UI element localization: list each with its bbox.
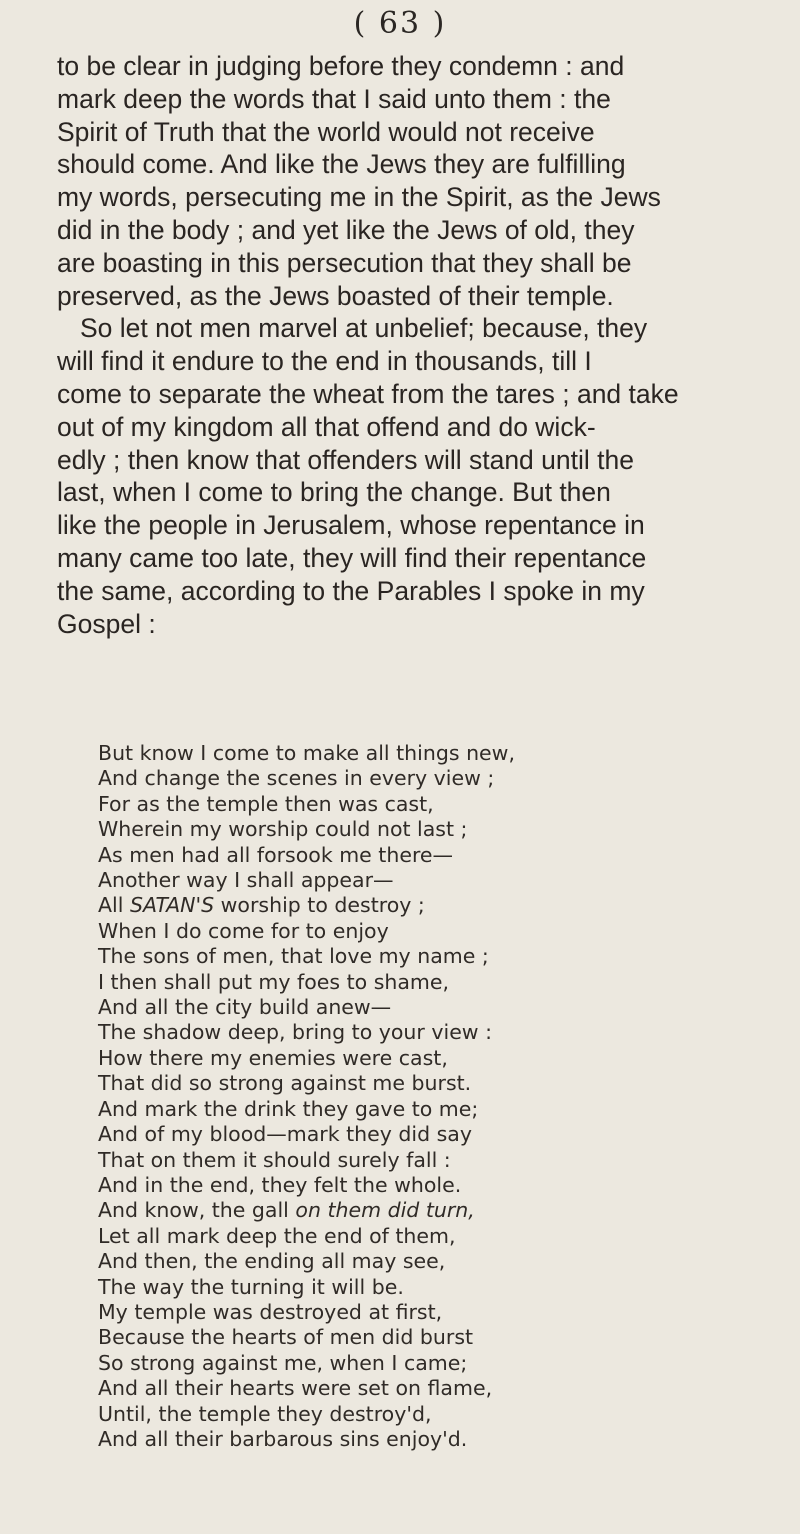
poem-text: All bbox=[98, 893, 130, 918]
poem-line: When I do come for to enjoy bbox=[98, 918, 389, 943]
prose-line: So let not men marvel at unbelief; because, they bbox=[80, 313, 648, 344]
poem-line: And then, the ending all may see, bbox=[98, 1249, 446, 1274]
page-number: ( 63 ) bbox=[353, 6, 447, 41]
prose-line: to be clear in judging before they condemn : and bbox=[57, 51, 625, 81]
poem-line: And in the end, they felt the whole. bbox=[98, 1172, 462, 1197]
poem-line: And all the city build anew— bbox=[98, 995, 392, 1020]
poem-line: I then shall put my foes to shame, bbox=[98, 969, 450, 994]
poem-line: Until, the temple they destroy'd, bbox=[98, 1401, 432, 1426]
prose-line: will find it endure to the end in thousands, till I bbox=[57, 346, 592, 377]
poem-line: That on them it should surely fall : bbox=[98, 1147, 451, 1172]
prose-line: preserved, as the Jews boasted of their temple. bbox=[57, 280, 614, 311]
poem-line: That did so strong against me burst. bbox=[98, 1071, 472, 1096]
prose-line: edly ; then know that offenders will stand until the bbox=[57, 444, 634, 475]
poem-line: And of my blood—mark they did say bbox=[98, 1122, 472, 1147]
poem-line: And all their hearts were set on flame, bbox=[98, 1376, 493, 1401]
prose-line: Gospel : bbox=[57, 608, 156, 639]
poem-emphasis: on them did turn, bbox=[295, 1198, 475, 1223]
poem-line: The way the turning it will be. bbox=[98, 1274, 404, 1299]
prose-line: out of my kingdom all that offend and do wick- bbox=[57, 411, 596, 442]
prose-line: mark deep the words that I said unto them : the bbox=[57, 83, 611, 114]
poem-line: Wherein my worship could not last ; bbox=[98, 817, 468, 842]
poem-line-satan bbox=[98, 893, 738, 918]
poem-text: worship to destroy ; bbox=[214, 893, 425, 918]
poem-line: So strong against me, when I came; bbox=[98, 1350, 468, 1375]
poem-line: But know I come to make all things new, bbox=[98, 741, 515, 765]
poem-line: For as the temple then was cast, bbox=[98, 791, 434, 816]
poem-line: How there my enemies were cast, bbox=[98, 1045, 448, 1070]
prose-paragraph bbox=[57, 50, 757, 640]
prose-line: many came too late, they will find their repentance bbox=[57, 542, 647, 573]
prose-line: should come. And like the Jews they are fulfilling bbox=[57, 149, 626, 180]
poem-line: My temple was destroyed at first, bbox=[98, 1299, 443, 1324]
poem-line: And change the scenes in every view ; bbox=[98, 766, 495, 791]
prose-line: the same, according to the Parables I spoke in my bbox=[57, 575, 645, 606]
poem-line: And mark the drink they gave to me; bbox=[98, 1096, 479, 1121]
prose-line: last, when I come to bring the change. But then bbox=[57, 477, 611, 508]
prose-line: my words, persecuting me in the Spirit, as the Jews bbox=[57, 182, 661, 213]
prose-line: did in the body ; and yet like the Jews of old, they bbox=[57, 214, 635, 245]
poem-line: Let all mark deep the end of them, bbox=[98, 1223, 456, 1248]
poem-line: The shadow deep, bring to your view : bbox=[98, 1020, 492, 1045]
prose-line: like the people in Jerusalem, whose repentance in bbox=[57, 510, 645, 541]
poem-line: Another way I shall appear— bbox=[98, 868, 394, 893]
poem-emphasis: SATAN'S bbox=[129, 893, 215, 918]
poem-line-gall bbox=[98, 1198, 738, 1223]
prose-line: are boasting in this persecution that they shall be bbox=[57, 247, 632, 278]
prose-line: Spirit of Truth that the world would not receive bbox=[57, 116, 595, 147]
prose-line: come to separate the wheat from the tares ; and take bbox=[57, 378, 679, 409]
poem-line: Because the hearts of men did burst bbox=[98, 1325, 474, 1350]
poem-line: And all their barbarous sins enjoy'd. bbox=[98, 1426, 468, 1451]
poem-line: The sons of men, that love my name ; bbox=[98, 944, 489, 969]
poem-verse bbox=[98, 741, 738, 1452]
poem-text: And know, the gall bbox=[98, 1198, 296, 1223]
poem-line: As men had all forsook me there— bbox=[98, 842, 454, 867]
